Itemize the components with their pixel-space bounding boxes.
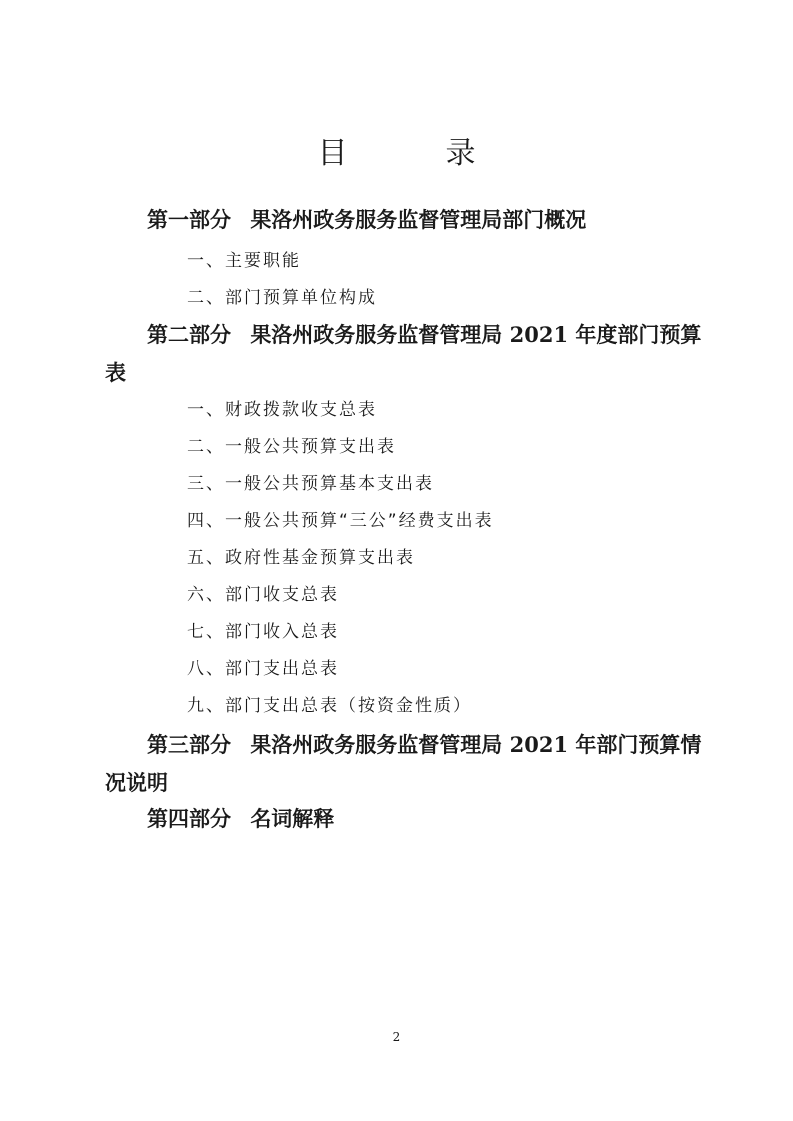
page-number: 2 xyxy=(392,1030,401,1044)
toc-item-2-7[interactable]: 七、部门收入总表 xyxy=(187,622,339,642)
toc-item-2-8[interactable]: 八、部门支出总表 xyxy=(187,659,339,679)
toc-part-2[interactable] xyxy=(147,314,727,356)
toc-item-1-2[interactable]: 二、部门预算单位构成 xyxy=(187,288,377,308)
toc-item-2-5[interactable]: 五、政府性基金预算支出表 xyxy=(187,548,415,568)
toc-item-2-6[interactable]: 六、部门收支总表 xyxy=(187,585,339,605)
part-2-title-line-2: 表 xyxy=(105,360,126,385)
part-3-title-line-2: 况说明 xyxy=(105,770,168,795)
part-2-label: 第二部分 xyxy=(147,322,231,347)
toc-item-2-4[interactable]: 四、一般公共预算“三公”经费支出表 xyxy=(187,511,494,531)
toc-item-2-9[interactable]: 九、部门支出总表（按资金性质） xyxy=(187,696,472,716)
toc-item-2-3[interactable]: 三、一般公共预算基本支出表 xyxy=(187,474,434,494)
toc-part-2-continuation xyxy=(105,352,665,394)
toc-item-1-1[interactable]: 一、主要职能 xyxy=(187,251,301,271)
part-3-label: 第三部分 xyxy=(147,732,231,757)
part-4-label: 第四部分 xyxy=(147,806,231,831)
toc-title: 目 录 xyxy=(317,136,510,171)
part-1-title: 果洛州政务服务监督管理局部门概况 xyxy=(250,207,587,232)
toc-item-2-1[interactable]: 一、财政拨款收支总表 xyxy=(187,400,377,420)
toc-part-1[interactable] xyxy=(147,199,707,241)
toc-part-3[interactable] xyxy=(147,724,727,766)
part-1-label: 第一部分 xyxy=(147,207,231,232)
toc-item-2-2[interactable]: 二、一般公共预算支出表 xyxy=(187,437,396,457)
part-2-title-line-1: 果洛州政务服务监督管理局 2021 年度部门预算 xyxy=(250,322,702,347)
part-4-title: 名词解释 xyxy=(250,806,335,831)
toc-part-4[interactable] xyxy=(147,798,707,840)
part-3-title-line-1: 果洛州政务服务监督管理局 2021 年部门预算情 xyxy=(250,732,702,757)
